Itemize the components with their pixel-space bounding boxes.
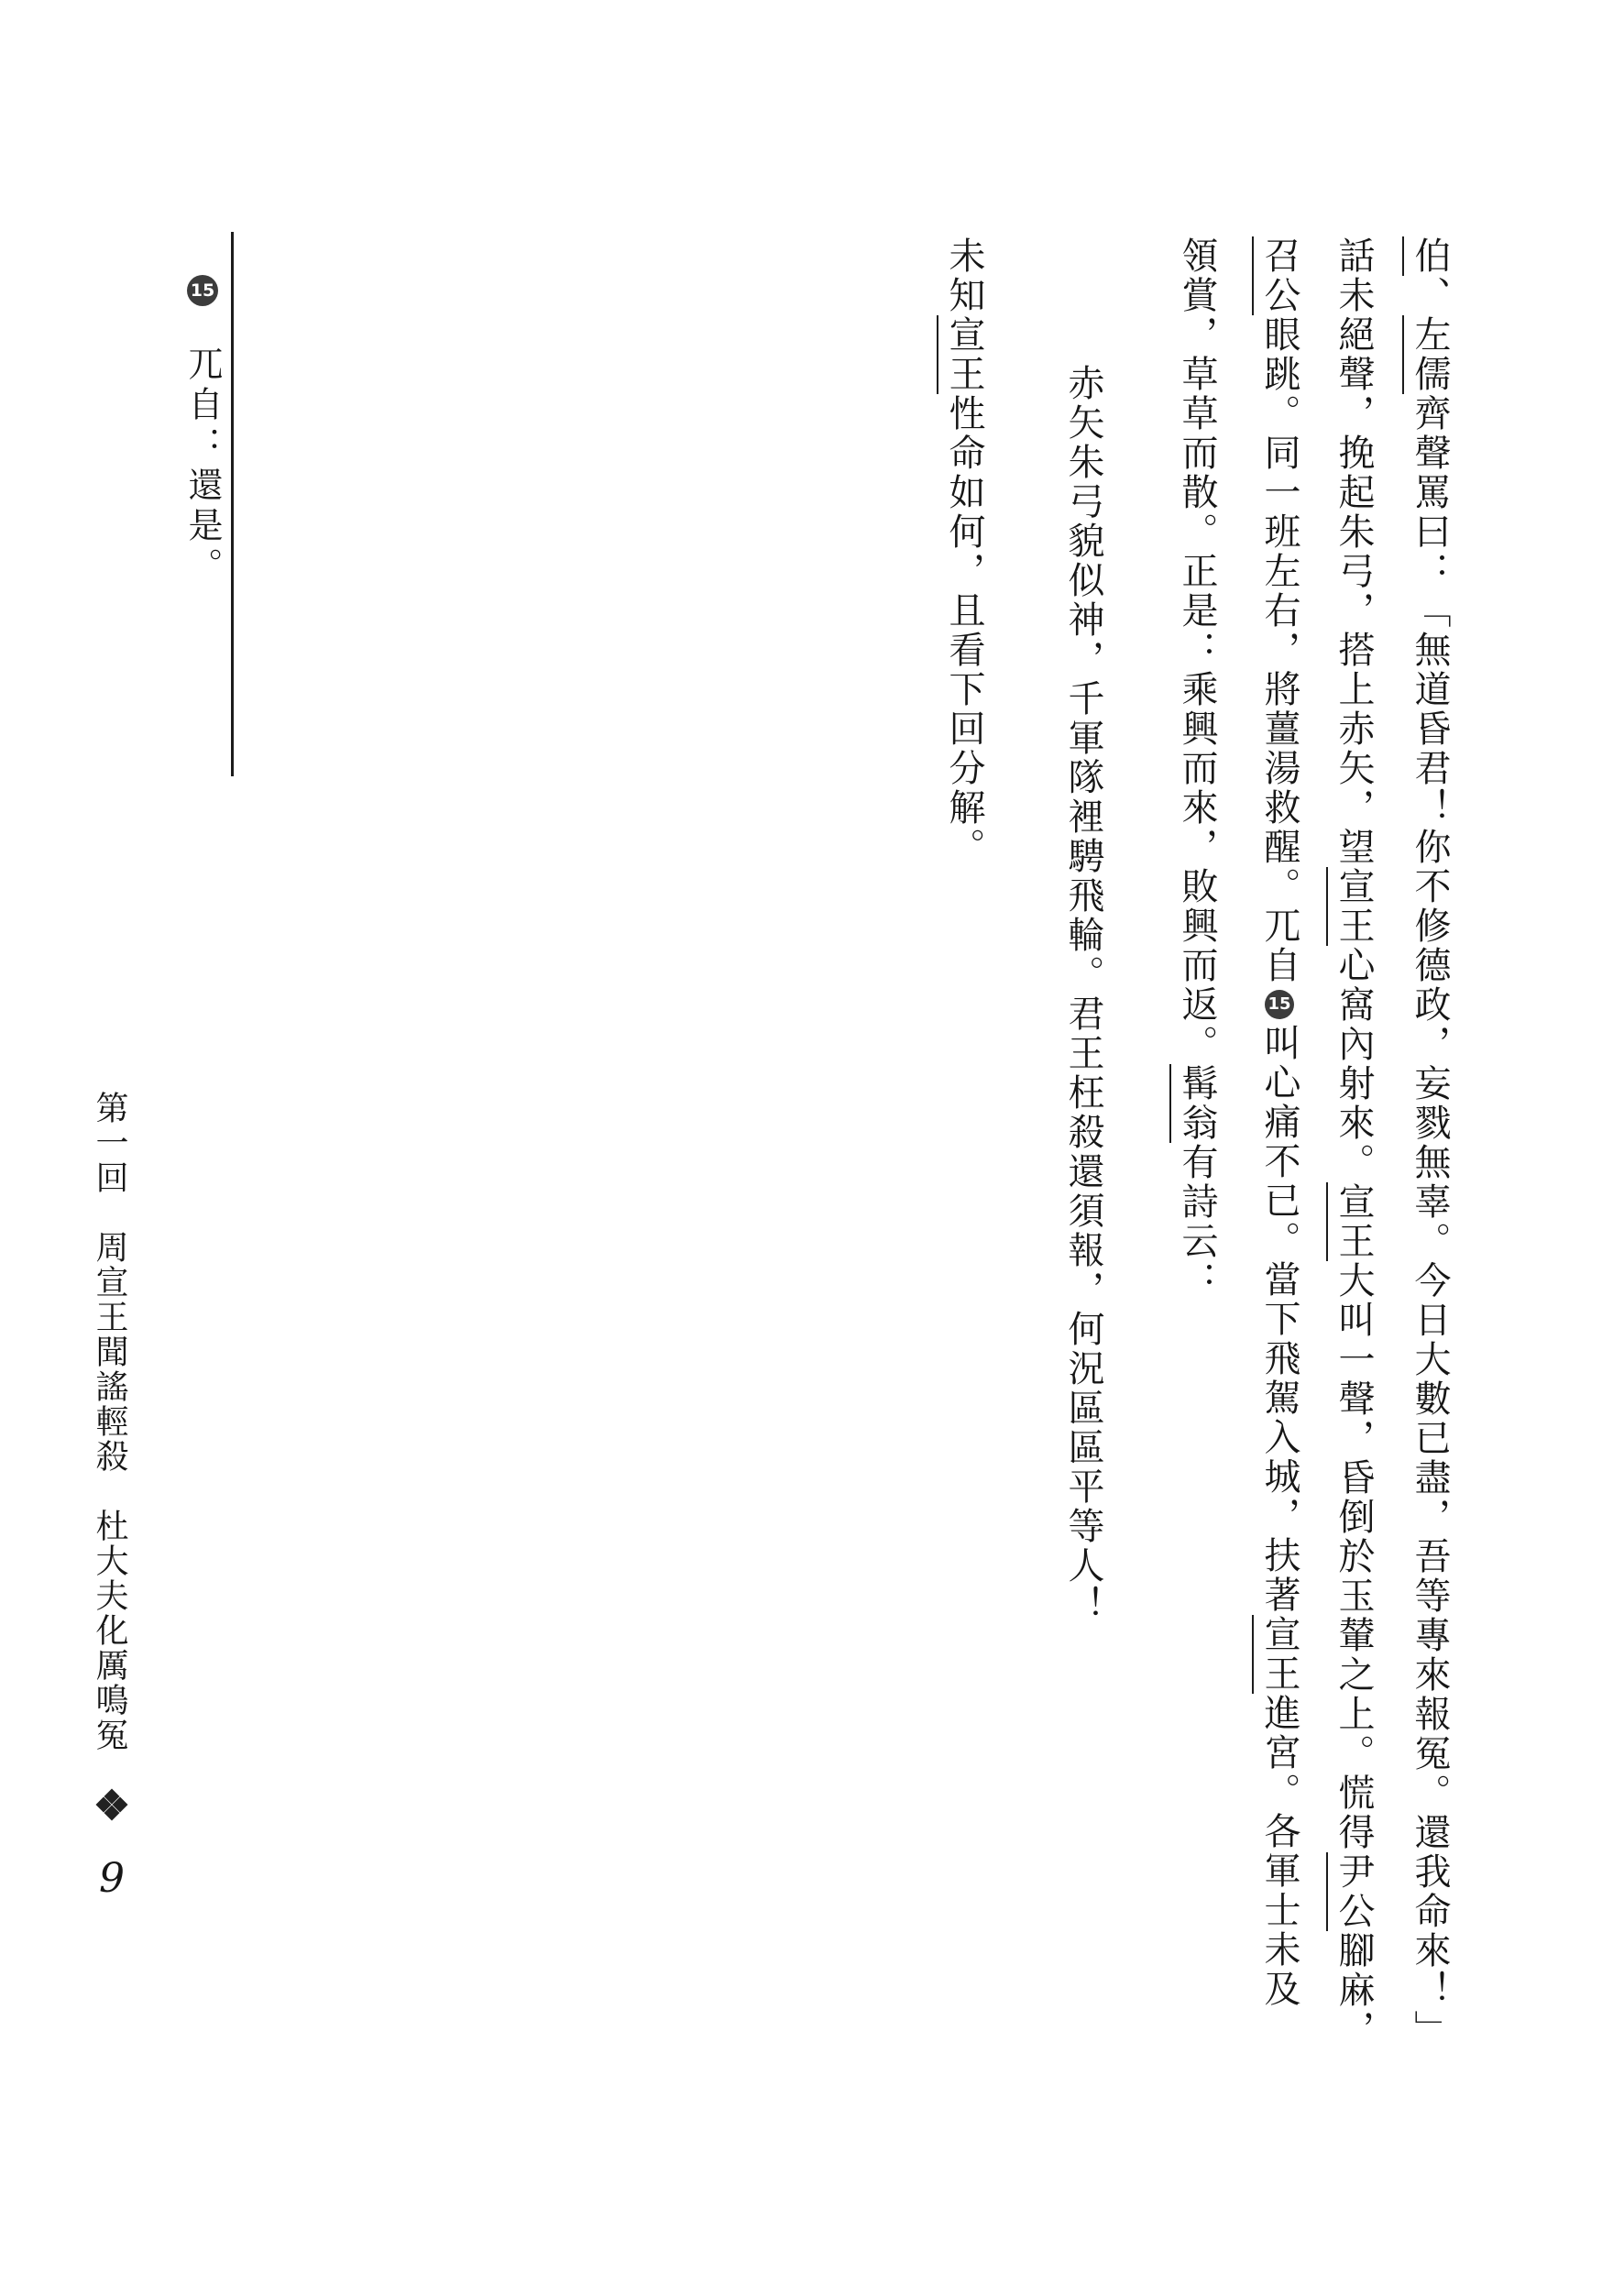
proper-noun-segment: 宣王 (937, 315, 985, 394)
text-column-4 (1176, 236, 1218, 1301)
proper-noun-segment: 伯 (1402, 236, 1451, 276)
proper-noun-segment: 宣王 (1326, 1182, 1375, 1261)
text-segment: 未知 (943, 236, 985, 315)
text-segment: 心窩內射來。 (1333, 946, 1375, 1182)
proper-noun-segment: 宣王 (1326, 867, 1375, 946)
proper-noun-segment: 尹公 (1326, 1852, 1375, 1931)
footnote-text: 兀自：還是。 (182, 346, 223, 587)
proper-noun-segment: 宣王 (1252, 1615, 1300, 1694)
proper-noun-segment: 左儒 (1402, 315, 1451, 394)
running-title: 第一回 周宣王聞謠輕殺 杜大夫化厲鳴冤 (91, 1091, 128, 1752)
footnote-divider-rule (231, 232, 234, 776)
text-column-1 (1409, 236, 1451, 2049)
footnote-ref-15: 15 (1265, 990, 1294, 1019)
text-segment: 有詩云： (1176, 1143, 1218, 1301)
text-segment: 、 (1409, 276, 1451, 315)
four-diamond-icon (95, 1788, 128, 1821)
text-segment: 叫心痛不已。當下飛駕入城，扶著 (1258, 1024, 1300, 1615)
conclusion-column (943, 236, 985, 867)
text-segment: 齊聲罵曰：「無道昏君！你不修德政，妄戮無辜。今日大數已盡，吾等專來報冤。還我命來！」 (1409, 394, 1451, 2049)
text-segment: 大叫一聲，昏倒於玉輦之上。慌得 (1333, 1261, 1375, 1852)
text-segment: 話未絕聲，挽起朱弓，搭上赤矢，望 (1333, 236, 1375, 867)
text-column-3 (1258, 236, 1300, 2009)
text-segment: 眼跳。同一班左右，將薑湯救醒。兀自 (1258, 315, 1300, 985)
poem-column (1062, 364, 1104, 1625)
proper-noun-segment: 髯翁 (1169, 1064, 1218, 1143)
text-segment: 腳麻， (1333, 1931, 1375, 2049)
text-segment: 進宮。各軍士未及 (1258, 1694, 1300, 2009)
text-column-2 (1333, 236, 1375, 2049)
page-number: 9 (99, 1855, 125, 1902)
footnote-marker-badge: 15 (187, 275, 218, 306)
text-segment: 性命如何，且看下回分解。 (943, 394, 985, 867)
proper-noun-segment: 召公 (1252, 236, 1300, 315)
text-segment: 領賞，草草而散。正是：乘興而來，敗興而返。 (1176, 236, 1218, 1064)
text-segment: 赤矢朱弓貌似神，千軍隊裡騁飛輪。君王枉殺還須報，何況區區平等人！ (1062, 364, 1104, 1625)
